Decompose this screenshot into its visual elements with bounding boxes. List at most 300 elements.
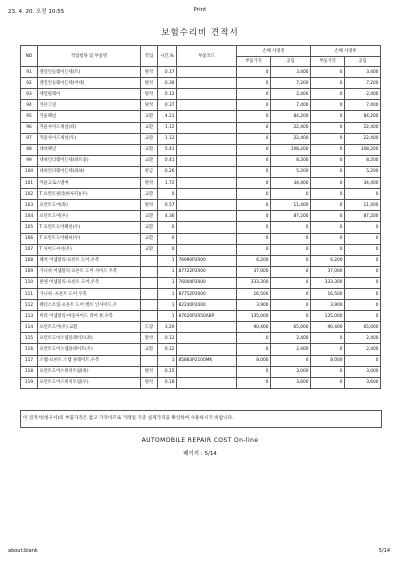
- row-hours: 1: [158, 266, 177, 277]
- row-parts-after: 0: [311, 166, 345, 177]
- row-part-code: 87620P2050ABP: [177, 311, 237, 322]
- row-labor-after: 0: [345, 244, 381, 255]
- row-item-name: 카울패널: [38, 111, 141, 122]
- row-hours: 4.21: [158, 111, 177, 122]
- row-no: 102: [21, 189, 38, 200]
- table-row: [21, 244, 381, 255]
- row-labor-after: 2,400: [345, 344, 381, 355]
- row-hours: 0.36: [158, 78, 177, 89]
- table-row: [21, 277, 381, 288]
- row-labor-after: 0: [345, 277, 381, 288]
- row-parts-after: 0: [311, 133, 345, 144]
- row-parts-after: 0: [311, 244, 345, 255]
- row-part-code: [177, 111, 237, 122]
- row-labor-after: 84,200: [345, 111, 381, 122]
- row-work-type: 교환: [141, 233, 158, 244]
- row-labor-before: 3,400: [271, 67, 311, 78]
- row-item-name: T 사이드씨서(우): [38, 244, 141, 255]
- row-item-name: 가니쉬 어셈블리-프론트 도어 사이드 우측: [38, 266, 141, 277]
- row-part-code: [177, 200, 237, 211]
- row-item-name: 에얼필레이: [38, 89, 141, 100]
- table-row: [21, 189, 381, 200]
- row-labor-before: 5,200: [271, 166, 311, 177]
- row-no: 96: [21, 122, 38, 133]
- row-work-type: [141, 266, 158, 277]
- row-no: 118: [21, 366, 38, 377]
- row-parts-after: 0: [311, 89, 345, 100]
- row-parts-before: 0: [237, 133, 271, 144]
- row-item-name: 프런트도어(좌): [38, 200, 141, 211]
- row-labor-before: 0: [271, 277, 311, 288]
- row-labor-before: 0: [271, 255, 311, 266]
- row-no: 92: [21, 78, 38, 89]
- table-row: [21, 100, 381, 111]
- row-work-type: 교환: [141, 344, 158, 355]
- row-hours: 5.41: [158, 144, 177, 155]
- table-row: [21, 200, 381, 211]
- row-work-type: 교환: [141, 244, 158, 255]
- row-labor-before: 2,400: [271, 89, 311, 100]
- row-parts-after: 135,000: [311, 311, 345, 322]
- row-labor-after: 3,000: [345, 366, 381, 377]
- row-labor-after: 0: [345, 233, 381, 244]
- row-labor-before: 0: [271, 189, 311, 200]
- table-row: [21, 233, 381, 244]
- col-header-code: 부품코드: [177, 46, 237, 67]
- row-part-code: [177, 166, 237, 177]
- row-parts-before: 0: [237, 189, 271, 200]
- row-parts-before: 0: [237, 333, 271, 344]
- table-row: [21, 355, 381, 366]
- row-parts-after: 0: [311, 189, 345, 200]
- row-work-type: 탈착: [141, 178, 158, 189]
- row-part-code: [177, 133, 237, 144]
- row-hours: 3.20: [158, 322, 177, 333]
- row-labor-after: 87,200: [345, 211, 381, 222]
- row-hours: 0: [158, 244, 177, 255]
- row-item-name: 미러 어셈블리-아웃사이드 리어 뷰,우측: [38, 311, 141, 322]
- row-labor-before: 7,200: [271, 78, 311, 89]
- row-no: 114: [21, 322, 38, 333]
- table-row: [21, 255, 381, 266]
- row-parts-after: 0: [311, 344, 345, 355]
- row-item-name: 패커 어셈블리-프론트 도어,우측: [38, 255, 141, 266]
- row-parts-before: 0: [237, 178, 271, 189]
- row-work-type: 탈착: [141, 200, 158, 211]
- row-labor-after: 34,400: [345, 178, 381, 189]
- row-parts-before: 37,000: [237, 266, 271, 277]
- row-parts-before: 0: [237, 166, 271, 177]
- row-parts-after: 0: [311, 211, 345, 222]
- row-no: 115: [21, 333, 38, 344]
- row-parts-after: 8,000: [311, 355, 345, 366]
- row-labor-after: 8,200: [345, 155, 381, 166]
- col-header-no: NO: [21, 46, 38, 67]
- row-work-type: [141, 277, 158, 288]
- row-item-name: 스탭-프론트 스텝 플레이트,우측: [38, 355, 141, 366]
- row-hours: 0.17: [158, 67, 177, 78]
- col-header-name: 작업항목 및 부품명: [38, 46, 141, 67]
- row-item-name: 카울사이드세널(좌): [38, 122, 141, 133]
- row-work-type: 탈착: [141, 377, 158, 388]
- row-parts-after: 16,500: [311, 288, 345, 299]
- row-no: 101: [21, 178, 38, 189]
- row-parts-after: 0: [311, 111, 345, 122]
- row-labor-before: 3,000: [271, 366, 311, 377]
- row-parts-before: 0: [237, 144, 271, 155]
- row-item-name: 대쉬언더레이든테(좌트용): [38, 155, 141, 166]
- table-row: [21, 67, 381, 78]
- row-labor-before: 0: [271, 300, 311, 311]
- row-labor-after: 22,400: [345, 133, 381, 144]
- row-labor-before: 2,400: [271, 333, 311, 344]
- estimate-table-body: [21, 67, 381, 389]
- row-parts-before: 0: [237, 233, 271, 244]
- row-item-name: 프런트도어(우) 교환: [38, 322, 141, 333]
- row-parts-after: 0: [311, 366, 345, 377]
- table-row: [21, 155, 381, 166]
- row-parts-before: 0: [237, 89, 271, 100]
- row-labor-after: 65,000: [345, 322, 381, 333]
- row-parts-after: 0: [311, 78, 345, 89]
- row-labor-after: 7,200: [345, 78, 381, 89]
- table-row: [21, 300, 381, 311]
- row-part-code: [177, 366, 237, 377]
- row-item-name: 대쉬언더레이든테(좌/4): [38, 166, 141, 177]
- row-hours: 0.37: [158, 100, 177, 111]
- row-labor-after: 0: [345, 189, 381, 200]
- row-work-type: 탈착: [141, 366, 158, 377]
- row-no: 99: [21, 155, 38, 166]
- row-parts-after: 0: [311, 67, 345, 78]
- row-part-code: [177, 144, 237, 155]
- row-parts-before: 90,400: [237, 322, 271, 333]
- row-part-code: 76004P2000: [177, 277, 237, 288]
- row-labor-after: 3,600: [345, 377, 381, 388]
- row-labor-before: 108,200: [271, 144, 311, 155]
- row-hours: 1.12: [158, 133, 177, 144]
- row-parts-before: 0: [237, 377, 271, 388]
- estimate-table: [20, 45, 381, 389]
- row-no: 95: [21, 111, 38, 122]
- row-no: 94: [21, 100, 38, 111]
- row-labor-before: 0: [271, 288, 311, 299]
- row-parts-before: 0: [237, 211, 271, 222]
- row-parts-after: 37,000: [311, 266, 345, 277]
- row-work-type: 탈착: [141, 100, 158, 111]
- row-labor-before: 11,400: [271, 200, 311, 211]
- row-work-type: 판금: [141, 166, 158, 177]
- row-item-name: T 프런트도어쉘씨(우): [38, 233, 141, 244]
- row-work-type: 교환: [141, 155, 158, 166]
- row-parts-before: 0: [237, 100, 271, 111]
- row-item-name: 프런트도어스위치트림(우): [38, 377, 141, 388]
- row-item-name: 프런트도어스넵플레이트(좌): [38, 333, 141, 344]
- row-hours: 0.26: [158, 166, 177, 177]
- row-parts-before: 0: [237, 222, 271, 233]
- row-no: 104: [21, 211, 38, 222]
- row-part-code: 87722P2000: [177, 266, 237, 277]
- row-part-code: [177, 222, 237, 233]
- row-parts-before: 6,200: [237, 255, 271, 266]
- row-parts-after: 0: [311, 122, 345, 133]
- row-part-code: [177, 100, 237, 111]
- row-labor-after: 108,200: [345, 144, 381, 155]
- table-row: [21, 178, 381, 189]
- row-work-type: [141, 355, 158, 366]
- row-labor-before: 22,400: [271, 122, 311, 133]
- row-parts-before: 0: [237, 122, 271, 133]
- row-hours: 4.36: [158, 211, 177, 222]
- row-work-type: 교환: [141, 144, 158, 155]
- col-header-labor-before: 공임: [271, 57, 311, 67]
- row-hours: 1: [158, 355, 177, 366]
- row-labor-before: 2,400: [271, 344, 311, 355]
- row-no: 109: [21, 266, 38, 277]
- row-hours: 0.12: [158, 89, 177, 100]
- estimate-table-wrapper: [20, 45, 380, 389]
- row-item-name: 엔진언들레이든테(어대): [38, 78, 141, 89]
- row-work-type: 탈착: [141, 333, 158, 344]
- table-row: [21, 166, 381, 177]
- row-labor-after: 0: [345, 255, 381, 266]
- row-no: 103: [21, 200, 38, 211]
- row-work-type: 교환: [141, 222, 158, 233]
- row-hours: 1: [158, 277, 177, 288]
- row-work-type: [141, 288, 158, 299]
- row-labor-before: 0: [271, 266, 311, 277]
- row-item-name: 카울크로스멤버: [38, 178, 141, 189]
- table-row: [21, 222, 381, 233]
- row-item-name: T 프런트필러(바루터)(우): [38, 189, 141, 200]
- table-row: [21, 122, 381, 133]
- row-parts-before: 0: [237, 78, 271, 89]
- col-group-before-assessment: 손해 사정전: [237, 46, 311, 57]
- row-parts-after: 0: [311, 100, 345, 111]
- row-hours: 0: [158, 222, 177, 233]
- row-item-name: 프런트도어스위치트림(좌): [38, 366, 141, 377]
- row-parts-before: 0: [237, 200, 271, 211]
- row-item-name: 대쉬패널: [38, 144, 141, 155]
- row-hours: 1: [158, 311, 177, 322]
- row-work-type: 탈착: [141, 89, 158, 100]
- row-labor-after: 3,400: [345, 67, 381, 78]
- browser-footer-url: about:blank: [8, 548, 38, 554]
- table-row: [21, 78, 381, 89]
- row-work-type: 교환: [141, 211, 158, 222]
- row-labor-before: 8,200: [271, 155, 311, 166]
- row-labor-after: 0: [345, 266, 381, 277]
- row-parts-before: 333,300: [237, 277, 271, 288]
- row-part-code: 85883P2100MK: [177, 355, 237, 366]
- row-part-code: [177, 122, 237, 133]
- row-work-type: 교환: [141, 111, 158, 122]
- col-header-parts-before: 부품가격: [237, 57, 271, 67]
- row-hours: 0: [158, 233, 177, 244]
- row-work-type: 교환: [141, 122, 158, 133]
- table-row: [21, 333, 381, 344]
- table-row: [21, 266, 381, 277]
- row-parts-before: 3,900: [237, 300, 271, 311]
- table-row: [21, 89, 381, 100]
- row-parts-before: 0: [237, 244, 271, 255]
- row-part-code: 87752P2000: [177, 288, 237, 299]
- table-row: [21, 344, 381, 355]
- col-header-parts-after: 부품가격: [311, 57, 345, 67]
- row-no: 105: [21, 222, 38, 233]
- row-labor-after: 2,400: [345, 89, 381, 100]
- page-indicator: 페이지 : 5/14: [183, 451, 217, 457]
- row-no: 108: [21, 255, 38, 266]
- row-part-code: [177, 377, 237, 388]
- row-parts-after: 6,200: [311, 255, 345, 266]
- row-work-type: 도장: [141, 322, 158, 333]
- row-no: 110: [21, 277, 38, 288]
- row-parts-before: 0: [237, 155, 271, 166]
- row-labor-before: 3,600: [271, 377, 311, 388]
- col-header-hours: 시간,%: [158, 46, 177, 67]
- row-item-name: T 프런트도어패널(우): [38, 222, 141, 233]
- row-parts-before: 135,000: [237, 311, 271, 322]
- row-hours: 0.12: [158, 333, 177, 344]
- row-labor-after: 0: [345, 300, 381, 311]
- row-part-code: [177, 244, 237, 255]
- row-no: 113: [21, 311, 38, 322]
- row-labor-before: 0: [271, 233, 311, 244]
- row-hours: 1.72: [158, 178, 177, 189]
- table-row: [21, 366, 381, 377]
- table-row: [21, 311, 381, 322]
- row-part-code: [177, 67, 237, 78]
- row-work-type: 탈착: [141, 67, 158, 78]
- row-parts-after: 90,400: [311, 322, 345, 333]
- row-parts-before: 0: [237, 366, 271, 377]
- row-hours: 0.18: [158, 377, 177, 388]
- row-parts-before: 0: [237, 111, 271, 122]
- row-parts-after: 0: [311, 178, 345, 189]
- row-part-code: [177, 211, 237, 222]
- row-hours: 1.12: [158, 122, 177, 133]
- table-row: [21, 144, 381, 155]
- row-labor-after: 11,400: [345, 200, 381, 211]
- row-part-code: [177, 233, 237, 244]
- row-parts-before: 0: [237, 67, 271, 78]
- row-parts-before: 8,000: [237, 355, 271, 366]
- row-no: 91: [21, 67, 38, 78]
- row-hours: 0.41: [158, 155, 177, 166]
- row-hours: 0.15: [158, 366, 177, 377]
- row-part-code: [177, 89, 237, 100]
- row-labor-after: 5,200: [345, 166, 381, 177]
- row-work-type: [141, 300, 158, 311]
- row-no: 119: [21, 377, 38, 388]
- row-parts-after: 0: [311, 155, 345, 166]
- row-work-type: 교환: [141, 189, 158, 200]
- row-labor-before: 0: [271, 244, 311, 255]
- row-parts-after: 0: [311, 333, 345, 344]
- row-item-name: 엔진언들레이든테(트): [38, 67, 141, 78]
- system-name: AUTOMOBILE REPAIR COST On-line: [141, 437, 259, 444]
- row-part-code: [177, 78, 237, 89]
- table-row: [21, 322, 381, 333]
- row-item-name: 판넬 어셈블리-프론트 도어,우측: [38, 277, 141, 288]
- row-hours: 0.12: [158, 344, 177, 355]
- row-parts-before: 0: [237, 344, 271, 355]
- row-labor-after: 22,400: [345, 122, 381, 133]
- row-item-name: 웨더스트립-프론트 도어 벨트 인사이드,우: [38, 300, 141, 311]
- row-no: 98: [21, 144, 38, 155]
- row-parts-after: 0: [311, 233, 345, 244]
- row-part-code: [177, 178, 237, 189]
- row-no: 116: [21, 344, 38, 355]
- row-part-code: 76990P2000: [177, 255, 237, 266]
- row-labor-before: 87,200: [271, 211, 311, 222]
- row-parts-after: 0: [311, 144, 345, 155]
- row-labor-before: 7,400: [271, 100, 311, 111]
- print-header-title: Print: [193, 7, 207, 13]
- row-no: 117: [21, 355, 38, 366]
- table-row: [21, 111, 381, 122]
- row-labor-after: 0: [345, 288, 381, 299]
- row-no: 106: [21, 233, 38, 244]
- row-hours: 1: [158, 288, 177, 299]
- row-no: 107: [21, 244, 38, 255]
- table-row: [21, 288, 381, 299]
- row-work-type: [141, 255, 158, 266]
- row-part-code: [177, 344, 237, 355]
- print-datetime: 23. 4. 20. 오전 10:55: [8, 9, 65, 15]
- document-title: 보험수리비 견적서: [161, 28, 239, 38]
- row-work-type: [141, 311, 158, 322]
- row-parts-after: 333,300: [311, 277, 345, 288]
- row-parts-after: 3,900: [311, 300, 345, 311]
- row-labor-before: 84,200: [271, 111, 311, 122]
- row-part-code: [177, 155, 237, 166]
- row-parts-after: 0: [311, 222, 345, 233]
- row-labor-before: 0: [271, 355, 311, 366]
- col-header-work: 작업: [141, 46, 158, 67]
- row-labor-before: 22,400: [271, 133, 311, 144]
- price-notice: 이 견적서(청구서)의 부품가격은 참고 가격이므로 거래일 기준 실제가격을 확인하여 사용하시기 바랍니다.: [20, 410, 382, 428]
- row-labor-after: 2,400: [345, 333, 381, 344]
- row-part-code: [177, 322, 237, 333]
- row-work-type: 교환: [141, 133, 158, 144]
- row-part-code: [177, 333, 237, 344]
- row-item-name: 프런트도어스넵플레이트(우): [38, 344, 141, 355]
- row-labor-after: 0: [345, 355, 381, 366]
- row-no: 97: [21, 133, 38, 144]
- row-hours: 1: [158, 255, 177, 266]
- row-no: 111: [21, 288, 38, 299]
- row-labor-after: 0: [345, 311, 381, 322]
- row-part-code: [177, 189, 237, 200]
- row-item-name: 가니쉬 -프론트 도어 우측: [38, 288, 141, 299]
- table-row: [21, 377, 381, 388]
- table-row: [21, 211, 381, 222]
- row-no: 100: [21, 166, 38, 177]
- row-no: 93: [21, 89, 38, 100]
- row-hours: 0: [158, 189, 177, 200]
- row-hours: 1: [158, 300, 177, 311]
- col-header-labor-after: 공임: [345, 57, 381, 67]
- row-item-name: 카본그릴: [38, 100, 141, 111]
- row-labor-before: 34,400: [271, 178, 311, 189]
- row-labor-after: 7,400: [345, 100, 381, 111]
- row-item-name: 프런트도어(우): [38, 211, 141, 222]
- browser-footer-page: 5/14: [378, 548, 390, 554]
- row-parts-after: 0: [311, 377, 345, 388]
- row-hours: 0.57: [158, 200, 177, 211]
